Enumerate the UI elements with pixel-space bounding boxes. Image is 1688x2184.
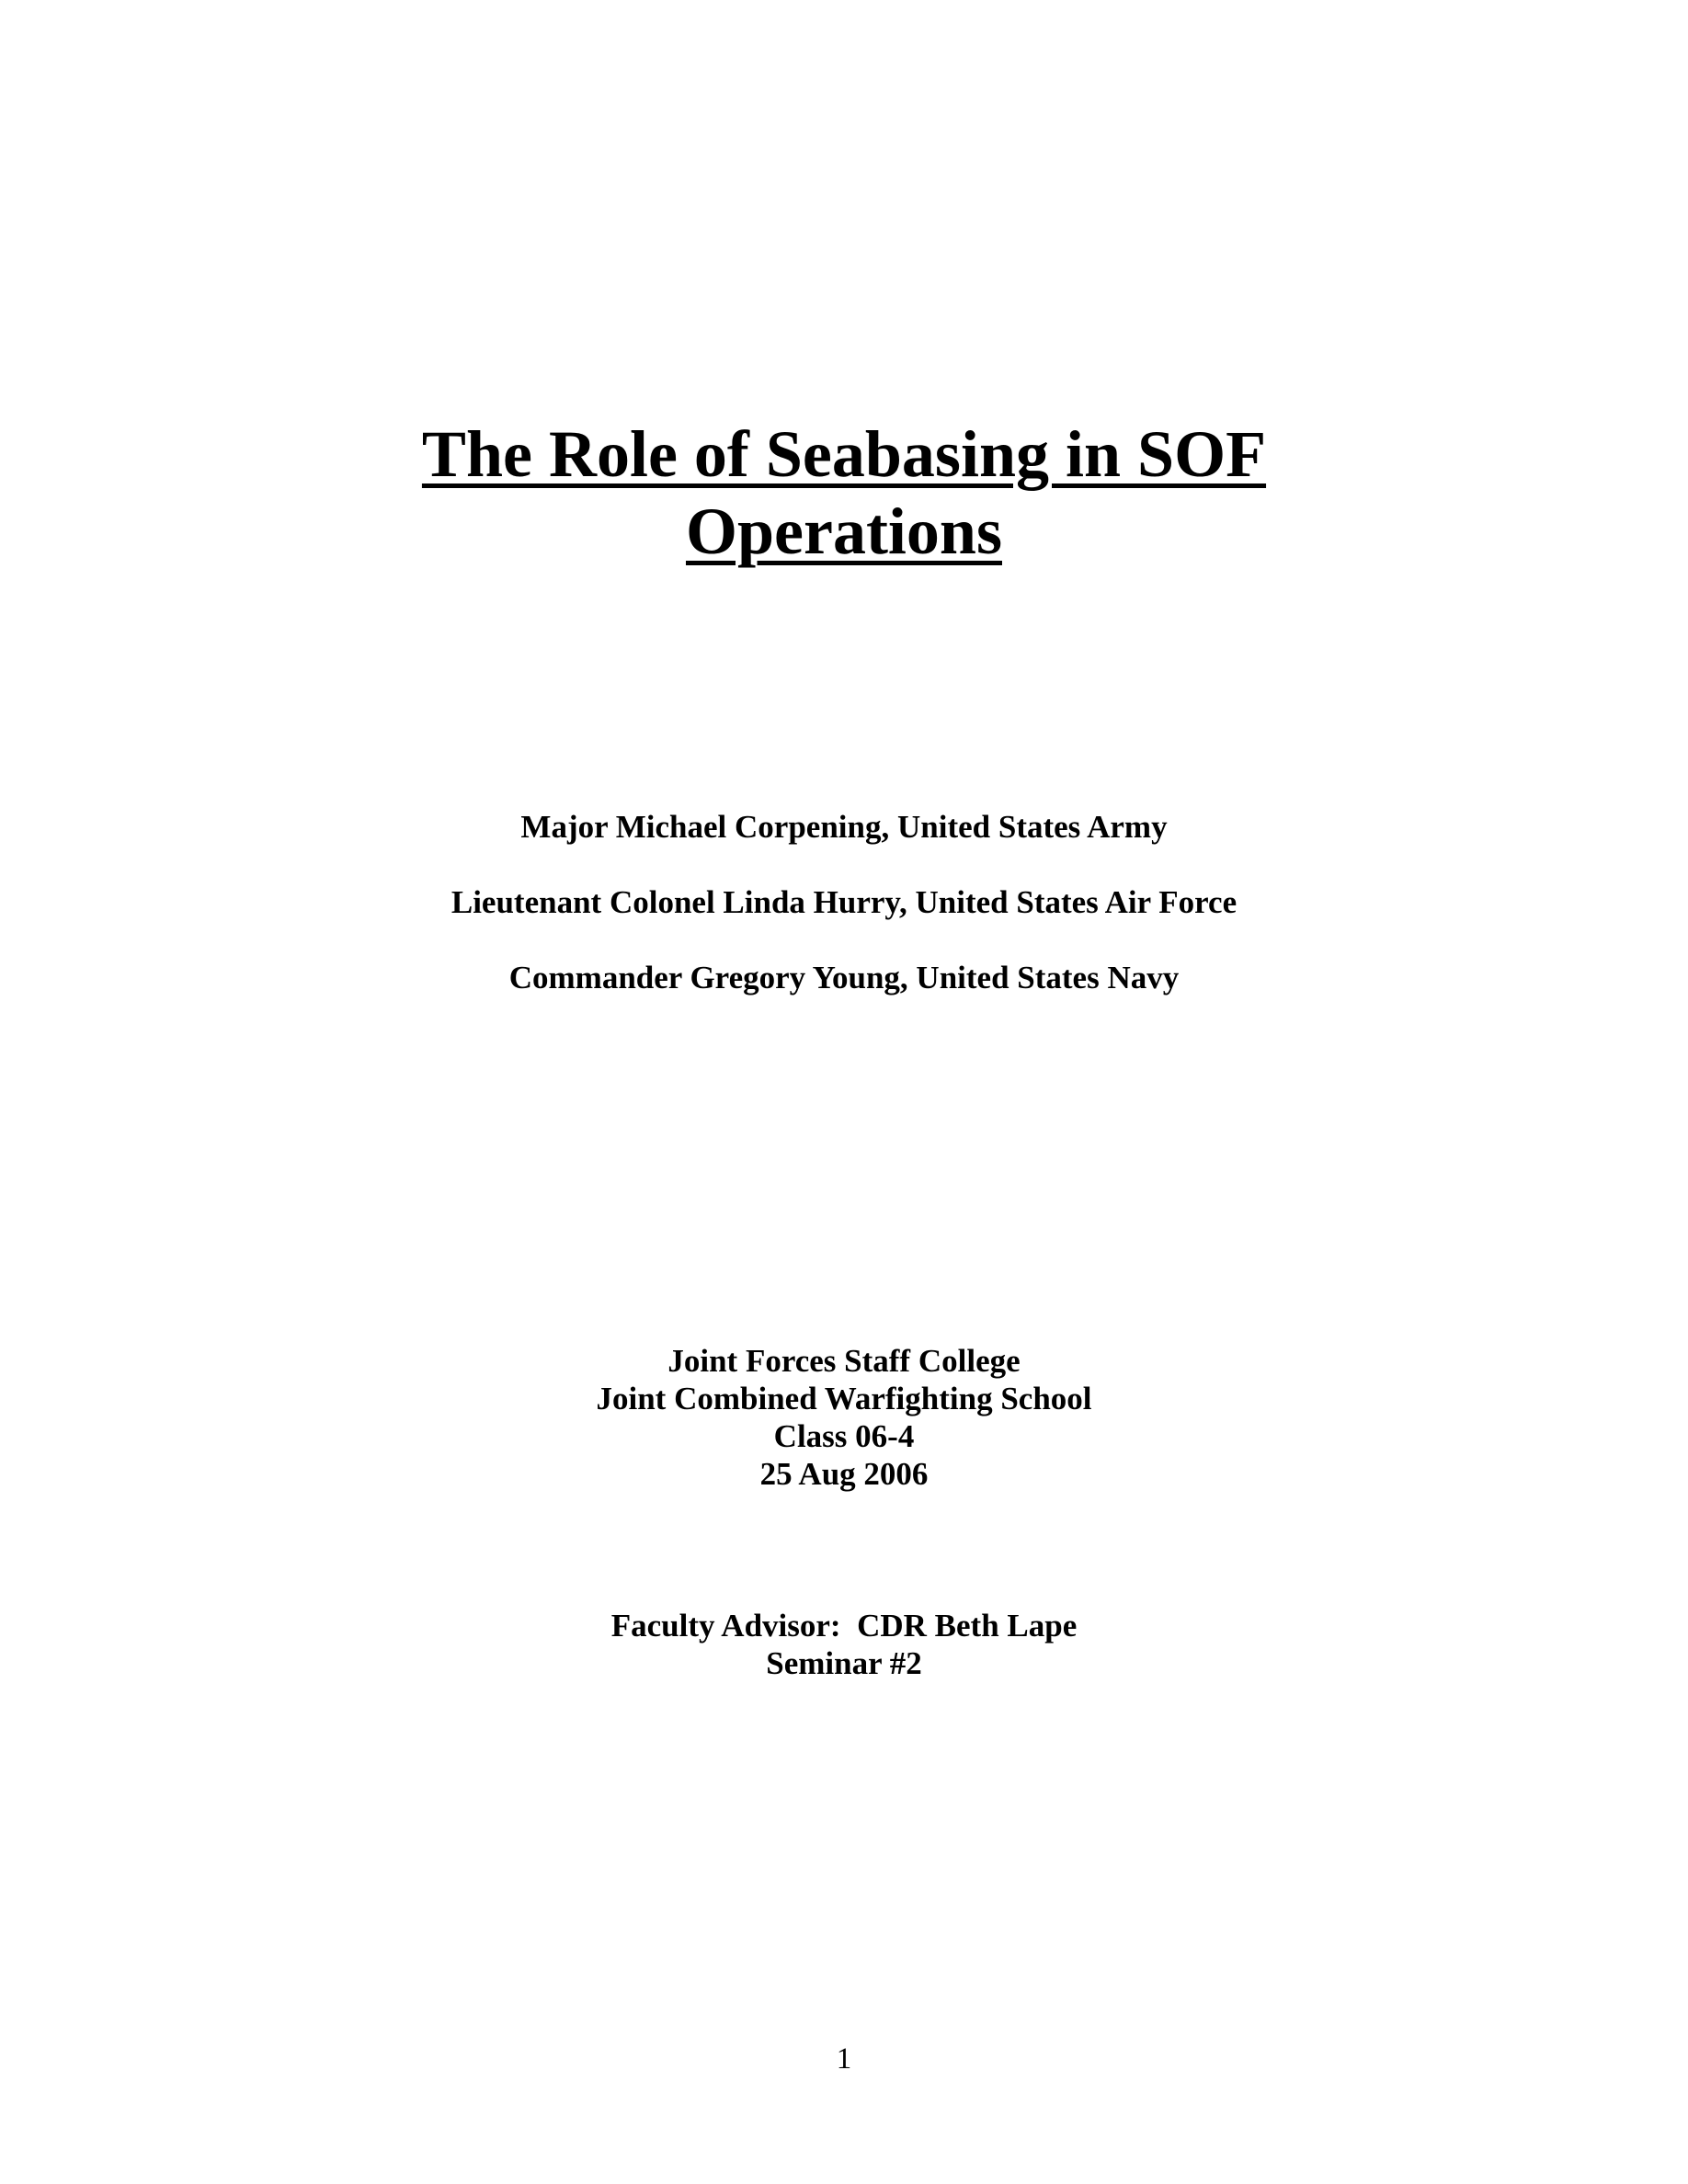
advisor-block <box>0 1607 1688 1682</box>
document-date: 25 Aug 2006 <box>759 1456 929 1492</box>
title-line-2: Operations <box>685 495 1002 568</box>
faculty-advisor: Faculty Advisor: CDR Beth Lape <box>610 1608 1078 1644</box>
school-name: Joint Combined Warfighting School <box>596 1381 1092 1416</box>
title-line-1: The Role of Seabasing in SOF <box>421 417 1267 491</box>
document-title <box>0 415 1688 570</box>
author-list <box>0 809 1688 1035</box>
seminar-label: Seminar #2 <box>766 1645 922 1681</box>
author-2: Lieutenant Colonel Linda Hurry, United States Air Force <box>451 884 1237 920</box>
page-number: 1 <box>836 2042 852 2076</box>
author-1: Major Michael Corpening, United States Army <box>520 809 1168 845</box>
college-name: Joint Forces Staff College <box>667 1343 1021 1379</box>
institution-block <box>0 1342 1688 1493</box>
class-label: Class 06-4 <box>773 1418 915 1454</box>
author-3: Commander Gregory Young, United States Navy <box>508 960 1180 995</box>
